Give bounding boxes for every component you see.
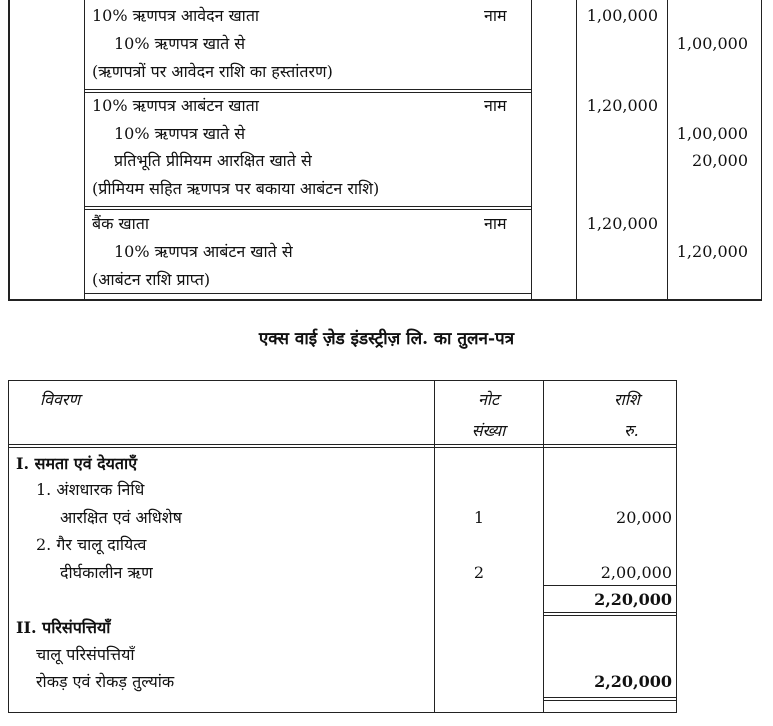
bs-right-border	[676, 380, 677, 713]
section1-total: 2,20,000	[594, 590, 672, 609]
entry1-dr-label: नाम	[484, 6, 507, 25]
section1-item2-sub: दीर्घकालीन ऋण	[60, 563, 153, 582]
section1-item2-note: 2	[473, 563, 485, 582]
section1-heading: I. समता एवं देयताएँ	[16, 454, 138, 473]
entry1-narration: (ऋणपत्रों पर आवेदन राशि का हस्तांतरण)	[92, 62, 333, 81]
section2-heading: II. परिसंपत्तियाँ	[16, 618, 111, 637]
section2-total: 2,20,000	[594, 672, 672, 691]
entry3-credit-amount-1: 1,20,000	[676, 242, 748, 261]
section1-item2-amount: 2,00,000	[600, 563, 672, 582]
bs-header-bottom-double	[8, 447, 677, 448]
balance-sheet-title: एक्स वाई ज़ेड इंडस्ट्रीज़ लि. का तुलन-पत्र	[258, 329, 515, 349]
bs-left-border	[8, 380, 9, 713]
entry3-debit-account: बैंक खाता	[92, 214, 150, 233]
total2-bottom-line	[543, 697, 676, 698]
journal-date-divider	[84, 0, 85, 300]
bs-header-bottom	[8, 444, 677, 445]
total1-bottom-line	[543, 612, 676, 613]
journal-right-border	[761, 0, 762, 300]
entry-separator-2	[84, 206, 531, 207]
entry3-debit-amount: 1,20,000	[586, 214, 658, 233]
section1-item1-note: 1	[473, 508, 485, 527]
section2-item1: चालू परिसंपत्तियाँ	[36, 645, 135, 664]
section1-item1: 1. अंशधारक निधि	[36, 480, 145, 499]
section1-item1-sub: आरक्षित एवं अधिशेष	[60, 508, 182, 527]
entry1-credit-account-1: 10% ऋणपत्र खाते से	[114, 34, 246, 53]
header-note-line1: नोट	[477, 390, 500, 409]
header-particulars: विवरण	[40, 390, 81, 409]
entry3-narration: (आबंटन राशि प्राप्त)	[92, 270, 211, 289]
entry2-debit-account: 10% ऋणपत्र आबंटन खाता	[92, 96, 259, 115]
entry-separator-2b	[84, 209, 531, 210]
journal-particulars-divider	[531, 0, 532, 300]
bs-bottom-border	[8, 712, 677, 713]
section1-item2: 2. गैर चालू दायित्व	[36, 535, 147, 554]
entry2-credit-amount-1: 1,00,000	[676, 124, 748, 143]
total2-bottom-line-double	[543, 700, 676, 701]
bs-amount-divider	[543, 380, 544, 713]
section2-item1-sub: रोकड़ एवं रोकड़ तुल्यांक	[36, 672, 175, 691]
entry2-credit-amount-2: 20,000	[692, 151, 748, 170]
entry3-credit-account-1: 10% ऋणपत्र आबंटन खाते से	[114, 242, 293, 261]
bs-top-border	[8, 380, 677, 381]
header-note-line2: संख्या	[471, 421, 506, 440]
entry1-debit-amount: 1,00,000	[586, 6, 658, 25]
entry2-dr-label: नाम	[484, 96, 507, 115]
entry1-debit-account: 10% ऋणपत्र आवेदन खाता	[92, 6, 260, 25]
entry2-narration: (प्रीमियम सहित ऋणपत्र पर बकाया आबंटन राशि)	[92, 179, 380, 198]
journal-lf-divider	[576, 0, 577, 300]
entry3-dr-label: नाम	[484, 214, 507, 233]
entry1-credit-amount-1: 1,00,000	[676, 34, 748, 53]
section1-item1-amount: 20,000	[616, 508, 672, 527]
journal-bottom-border	[8, 299, 762, 301]
entry-separator-1	[84, 89, 531, 90]
header-amount-line2: रु.	[624, 421, 639, 440]
total1-bottom-line-double	[543, 615, 676, 616]
entry-separator-3	[84, 293, 531, 294]
entry2-credit-account-2: प्रतिभूति प्रीमियम आरक्षित खाते से	[114, 151, 312, 170]
entry-separator-1b	[84, 92, 531, 93]
entry2-debit-amount: 1,20,000	[586, 96, 658, 115]
entry2-credit-account-1: 10% ऋणपत्र खाते से	[114, 124, 246, 143]
header-amount-line1: राशि	[614, 390, 640, 409]
journal-left-border	[8, 0, 10, 300]
total1-top-line	[543, 585, 676, 586]
